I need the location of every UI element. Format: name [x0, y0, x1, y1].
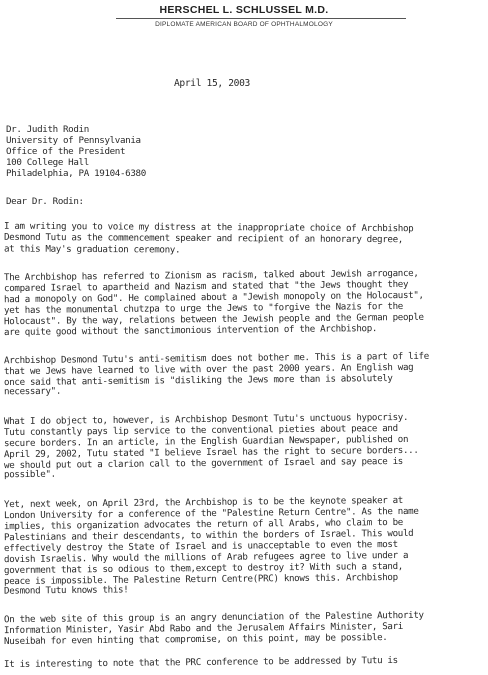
letterhead-name: HERSCHEL L. SCHLUSSEL M.D.	[159, 4, 329, 16]
letterhead-rule	[116, 18, 406, 19]
paragraph-line: I am writing you to voice my distress at the inappropriate choice of Archbishop	[3, 220, 414, 235]
paragraph-line: had a monopoly on God". He complained about a "Jewish monopoly on the Holocaust",	[3, 289, 424, 306]
paragraph-line: government that is so odious to them,except to destroy it? With such a stand,	[3, 560, 404, 577]
recipient-line: Dr. Judith Rodin	[6, 124, 89, 135]
paragraph-line: Desmond Tutu as the commencement speaker and recipient of an honorary degree,	[3, 231, 403, 246]
paragraph-line: at this May's graduation ceremony.	[3, 243, 181, 256]
paragraph-line: Archbishop Desmond Tutu's anti-semitism does not bother me. This is a part of life	[3, 350, 429, 367]
paragraph-line: secure borders. In an article, in the English Guardian Newspaper, published on	[3, 433, 409, 450]
paragraph-line: Yet, next week, on April 23rd, the Archbishop is to be the keynote speaker at	[3, 494, 404, 511]
paragraph-line: we should put out a clarion call to the government of Israel and say peace is	[3, 455, 404, 472]
letterhead-subtitle: DIPLOMATE AMERICAN BOARD OF OPHTHALMOLOGY	[155, 21, 333, 28]
paragraph-line: once said that anti-semitism is "disliking the Jews more than is absolutely	[3, 372, 393, 389]
paragraph-line: dovish Israelis. Why would the millions of Arab refugees agree to live under a	[3, 549, 409, 566]
paragraph-line: Nuseibah for even hinting that compromise, on this point, may be possible.	[3, 631, 388, 648]
salutation: Dear Dr. Rodin:	[6, 196, 84, 207]
paragraph-line: Information Minister, Yasir Abd Rabo and the Jerusalem Affairs Minister, Sari	[3, 620, 404, 637]
paragraph-line: possible".	[3, 468, 56, 481]
paragraph-line: April 29, 2002, Tutu stated "I believe Israel has the right to secure borders...	[3, 444, 419, 461]
paragraph-line: implies, this organization advocates the return of all Arabs, who claim to be	[3, 516, 404, 533]
paragraph-line: peace is impossible. The Palestine Return Centre(PRC) knows this. Archbishop	[3, 571, 398, 588]
paragraph-line: effectively destroy the State of Israel and is unacceptable to even the most	[3, 538, 398, 555]
recipient-line: Office of the President	[6, 146, 126, 157]
paragraph-line: Holocaust". By the way, relations between the Jewish people and the German people	[3, 311, 424, 328]
paragraph-line: On the web site of this group is an angry denunciation of the Palestine Authority	[3, 609, 424, 626]
paragraph-line: London University for a conference of the "Palestine Return Centre". As the name	[3, 505, 419, 522]
recipient-line: Philadelphia, PA 19104-6380	[6, 168, 146, 179]
paragraph-line: necessary".	[3, 385, 62, 398]
paragraph-line: Tutu constantly pays lip service to the conventional pieties about peace and	[3, 422, 398, 439]
recipient-line: 100 College Hall	[6, 157, 89, 168]
paragraph-line: Desmond Tutu knows this!	[3, 584, 129, 597]
paragraph-line: The Archbishop has referred to Zionism as racism, talked about Jewish arrogance,	[3, 267, 419, 284]
recipient-line: University of Pennsylvania	[6, 135, 141, 146]
paragraph-line: Palestinians and their descendants, to within the borders of Israel. This would	[3, 527, 414, 544]
paragraph-line: It is interesting to note that the PRC conference to be addressed by Tutu is	[3, 654, 398, 671]
paragraph-line: What I do object to, however, is Archbishop Desmont Tutu's unctuous hypocrisy.	[3, 411, 409, 428]
paragraph-line: yet has the monumental chutzpa to urge the Jews to "forgive the Nazis for the	[3, 300, 404, 317]
paragraph-line: that we Jews have learned to live with over the past 2000 years. An English wag	[3, 361, 414, 378]
paragraph-line: are quite good without the sanctimonious intervention of the Archbishop.	[3, 323, 378, 338]
letter-date: April 15, 2003	[174, 78, 250, 89]
paragraph-line: compared Israel to apartheid and Nazism and stated that "the Jews thought they	[3, 278, 409, 295]
